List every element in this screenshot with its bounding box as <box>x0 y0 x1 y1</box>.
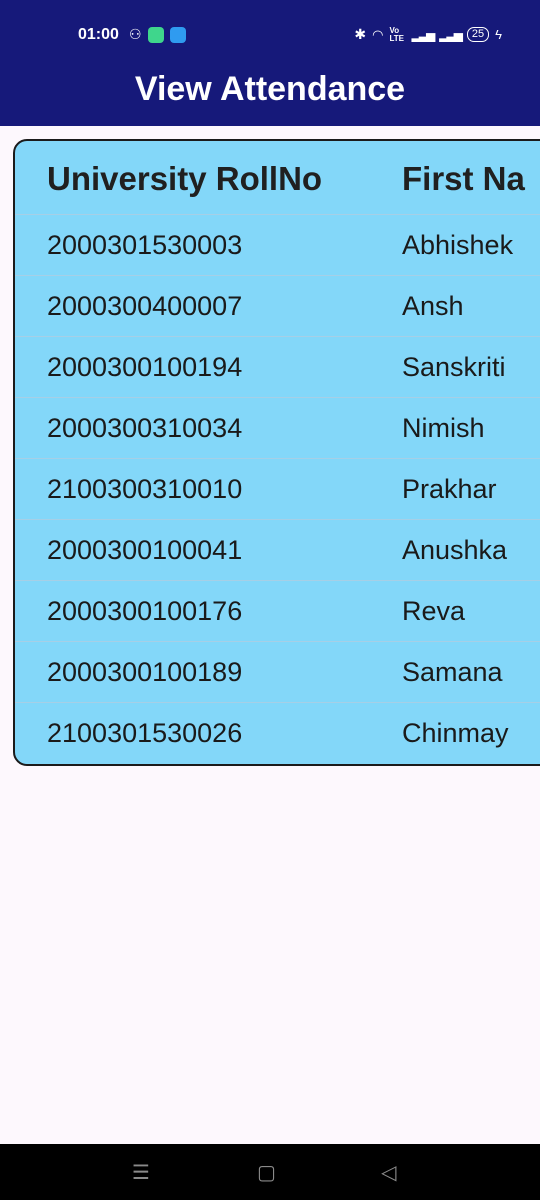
system-nav-bar <box>0 1144 540 1200</box>
status-icons-right <box>354 26 502 43</box>
column-header-first-name: First Na <box>402 160 525 197</box>
table-row <box>15 459 540 520</box>
signal-icon-2: ▂▃▅ <box>439 27 461 42</box>
menu-icon[interactable]: ☰ <box>132 1162 150 1184</box>
table-header-row <box>15 141 540 215</box>
first-name-cell: Samana <box>402 657 503 687</box>
first-name-cell: Prakhar <box>402 474 497 504</box>
first-name-cell: Abhishek <box>402 230 514 260</box>
battery-indicator: 25 <box>467 27 489 42</box>
table-row <box>15 703 540 764</box>
first-name-cell: Chinmay <box>402 718 509 748</box>
attendance-table-scroll[interactable] <box>13 139 540 766</box>
app-bar <box>0 0 540 126</box>
roll-cell: 2000301530003 <box>47 230 243 260</box>
table-row <box>15 337 540 398</box>
roll-cell: 2000300100176 <box>47 596 243 626</box>
first-name-cell: Ansh <box>402 291 464 321</box>
attendance-table <box>13 139 540 766</box>
network-label: Vo LTE <box>389 25 404 43</box>
roll-cell: 2000300100194 <box>47 352 243 382</box>
status-time: 01:00 <box>78 26 119 43</box>
column-header-roll: University RollNo <box>47 160 323 197</box>
roll-cell: 2000300310034 <box>47 413 243 443</box>
first-name-cell: Sanskriti <box>402 352 506 382</box>
first-name-cell: Anushka <box>402 535 508 565</box>
home-icon[interactable]: ▢ <box>257 1162 276 1184</box>
roll-cell: 2000300100189 <box>47 657 243 687</box>
back-icon[interactable]: ◁ <box>381 1162 397 1184</box>
wifi-icon: ◠ <box>372 26 384 42</box>
contacts-icon: ⚇ <box>129 26 142 42</box>
roll-cell: 2100301530026 <box>47 718 243 748</box>
charging-icon: ϟ <box>495 27 502 42</box>
bluetooth-icon: ✱ <box>354 26 367 42</box>
table-row <box>15 398 540 459</box>
signal-icon: ▂▃▅ <box>411 27 434 42</box>
roll-cell: 2100300310010 <box>47 474 243 504</box>
page-title: View Attendance <box>134 70 406 108</box>
table-row <box>15 276 540 337</box>
first-name-cell: Nimish <box>402 413 485 443</box>
first-name-cell: Reva <box>402 596 466 626</box>
roll-cell: 2000300100041 <box>47 535 243 565</box>
status-icons-left <box>129 26 186 43</box>
table-row <box>15 215 540 276</box>
table-row <box>15 520 540 581</box>
shield-icon <box>170 27 186 43</box>
table-row <box>15 642 540 703</box>
app-green-icon <box>148 27 164 43</box>
table-row <box>15 581 540 642</box>
status-bar <box>0 0 540 72</box>
roll-cell: 2000300400007 <box>47 291 243 321</box>
